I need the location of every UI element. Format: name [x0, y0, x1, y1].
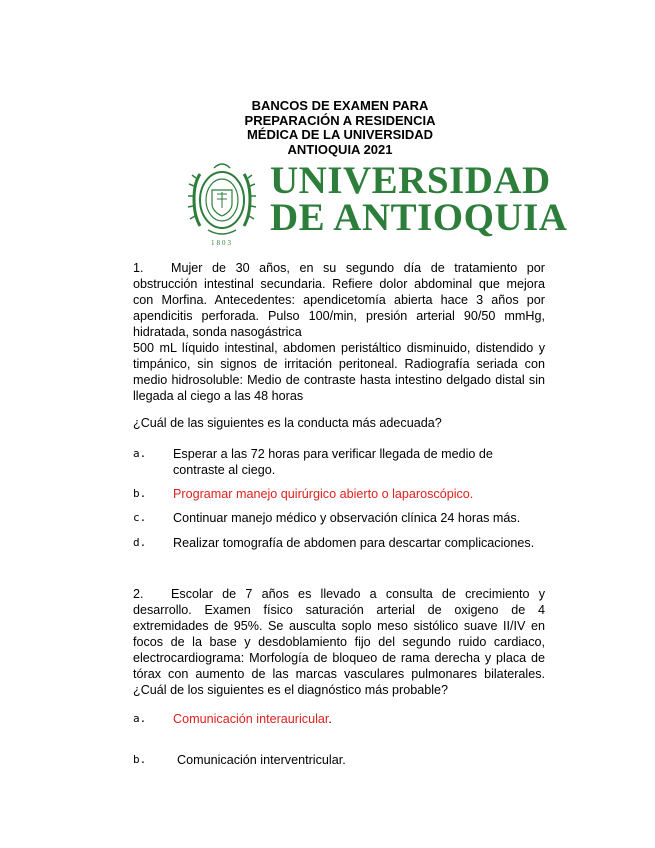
option-text: Realizar tomografía de abdomen para descartar complicaciones. [173, 536, 535, 550]
option-letter: a. [133, 712, 147, 725]
title-line: ANTIOQUIA 2021 [287, 141, 393, 157]
option-a[interactable] [133, 446, 545, 478]
wordmark-line: DE ANTIOQUIA [270, 196, 568, 239]
question-stem-part: 1. Mujer de 30 años, en su segundo día de tratamiento por obstrucción intestinal secundaria. Refiere dolor abdominal que mejora con Morfina. Antecedentes: apendicetomía abierta hace 3 años por apendicitis perforada. Pulso 100/min, presión arterial 90/50 mmHg, hidratada, sonda nasogástrica [133, 261, 545, 339]
question-stem-part: 500 mL líquido intestinal, abdomen peristáltico disminuido, distendido y timpánico, sin signos de irritación peritoneal. Radiografía seriada con medio hidrosoluble: Medio de contraste hasta intestino delgado distal sin llegada al ciego a las 48 horas [133, 341, 545, 403]
seal-year: 1803 [211, 239, 233, 247]
university-seal-icon [186, 156, 258, 248]
option-text: Esperar a las 72 horas para verificar llegada de medio de contraste al ciego. [173, 447, 493, 477]
option-letter: b. [133, 753, 147, 766]
question-number: 2. [133, 587, 144, 601]
option-text: Continuar manejo médico y observación clínica 24 horas más. [173, 511, 521, 525]
page-title [200, 99, 480, 157]
option-letter: d. [133, 536, 147, 549]
option-letter: c. [133, 511, 147, 524]
title-line: MÉDICA DE LA UNIVERSIDAD [246, 127, 434, 142]
option-text: Comunicación interauricular. [173, 712, 332, 726]
option-b[interactable] [133, 752, 545, 768]
option-text: Comunicación interventricular. [177, 753, 346, 767]
option-text: Programar manejo quirúrgico abierto o laparoscópico. [173, 487, 474, 501]
option-b-correct[interactable] [133, 486, 545, 502]
option-letter: b. [133, 487, 147, 500]
question-2-stem [133, 586, 545, 698]
wordmark [270, 159, 568, 239]
question-1-stem [133, 260, 545, 404]
option-a-correct[interactable] [133, 711, 545, 727]
university-logo [186, 156, 568, 248]
option-c[interactable] [133, 510, 545, 526]
title-line: BANCOS DE EXAMEN PARA [251, 98, 429, 113]
question-stem-part: 2. Escolar de 7 años es llevado a consulta de crecimiento y desarrollo. Examen físico saturación arterial de oxigeno de 4 extremidades de 95%. Se ausculta soplo meso sistólico suave II/IV en focos de la base y desdoblamiento fijo del segundo ruido cardiaco, electrocardiograma: Morfología de bloqueo de rama derecha y placa de tórax con aumento de las marcas vasculares pulmonares bilaterales. ¿Cuál de los siguientes es el diagnóstico más probable? [133, 587, 545, 697]
question-prompt: ¿Cuál de las siguientes es la conducta más adecuada? [133, 416, 442, 430]
question-number: 1. [133, 261, 144, 275]
wordmark-line: UNIVERSIDAD [270, 159, 551, 202]
title-line: PREPARACIÓN A RESIDENCIA [244, 112, 436, 128]
option-d[interactable] [133, 535, 545, 551]
option-letter: a. [133, 447, 147, 460]
